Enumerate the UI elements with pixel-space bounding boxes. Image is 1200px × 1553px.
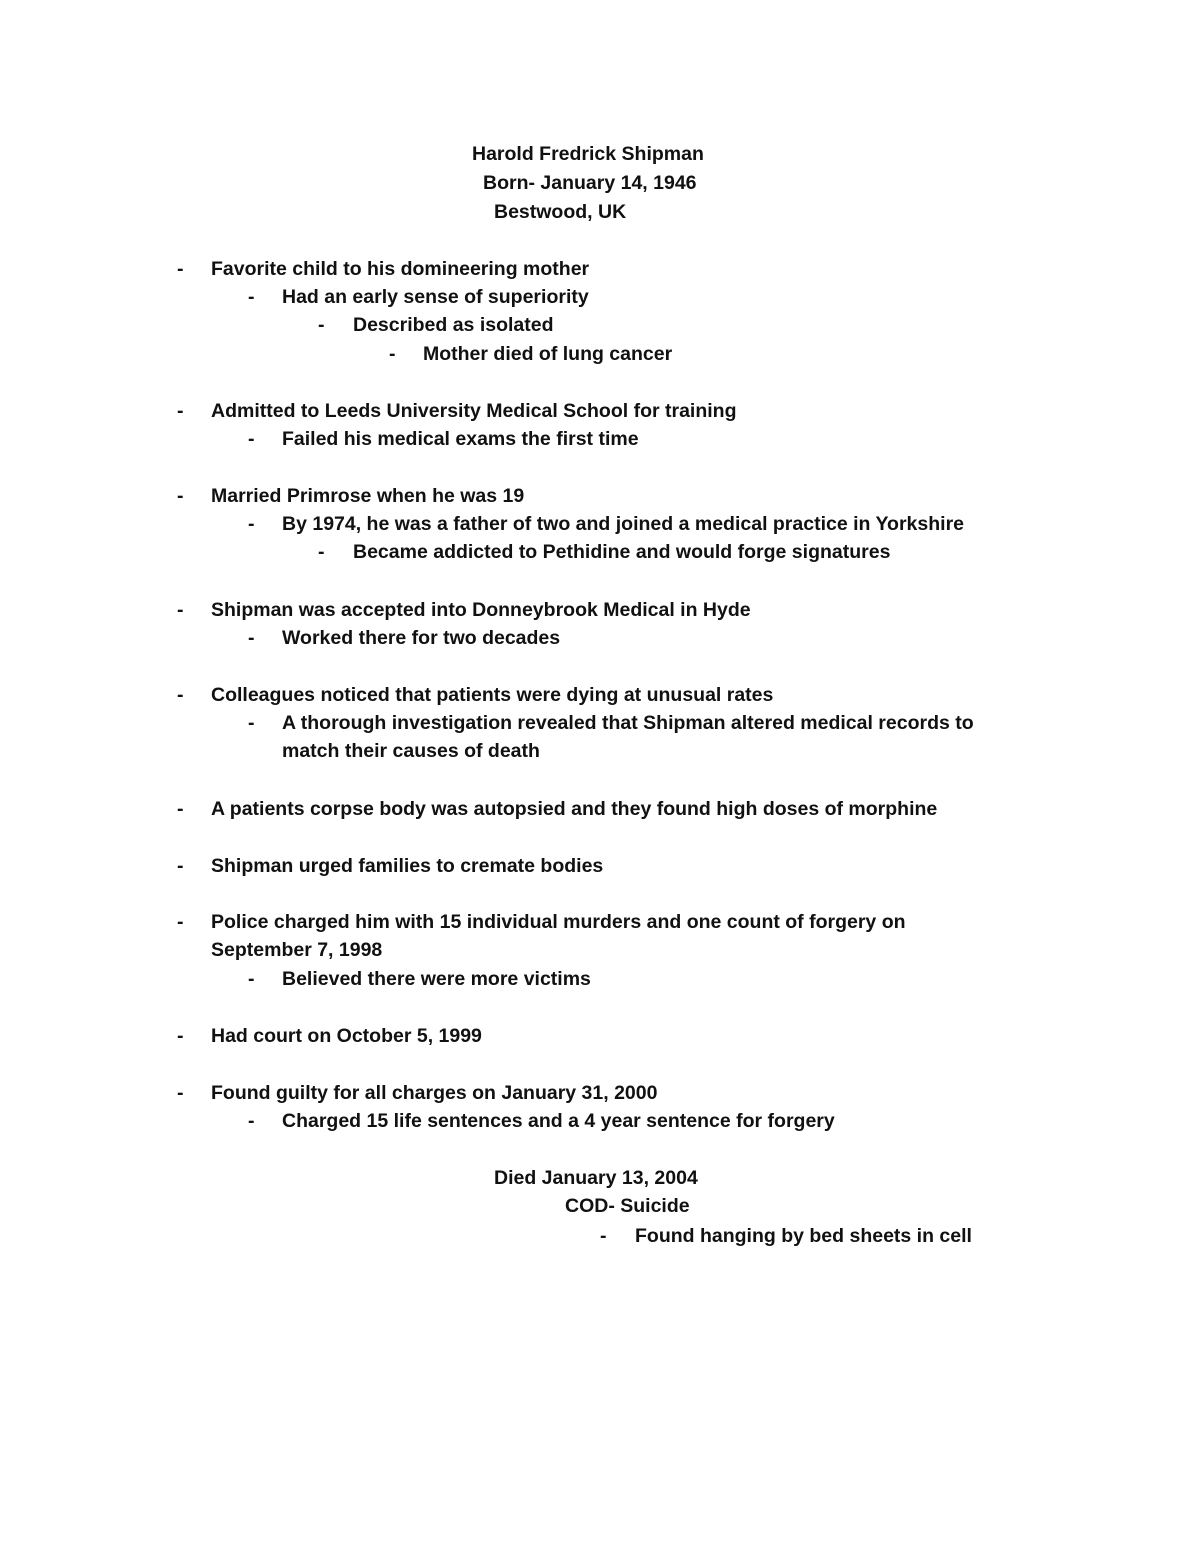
document-title: Harold Fredrick Shipman	[472, 143, 704, 165]
bullet-item: Police charged him with 15 individual murders and one count of forgery on	[211, 911, 906, 933]
birth-place: Bestwood, UK	[494, 201, 627, 223]
bullet-marker: -	[177, 599, 184, 621]
sub-bullet-item: Failed his medical exams the first time	[282, 428, 639, 450]
bullet-item: Shipman was accepted into Donneybrook Medical in Hyde	[211, 599, 751, 621]
bullet-marker: -	[248, 968, 255, 990]
sub-bullet-item: Described as isolated	[353, 314, 554, 336]
bullet-marker: -	[177, 798, 184, 820]
bullet-marker: -	[248, 627, 255, 649]
bullet-marker: -	[389, 343, 396, 365]
bullet-marker: -	[248, 428, 255, 450]
sub-bullet-item: Believed there were more victims	[282, 968, 591, 990]
bullet-marker: -	[177, 1082, 184, 1104]
bullet-item: A patients corpse body was autopsied and they found high doses of morphine	[211, 798, 938, 820]
death-detail: Found hanging by bed sheets in cell	[635, 1225, 972, 1247]
cause-of-death: COD- Suicide	[565, 1195, 690, 1217]
bullet-marker: -	[248, 712, 255, 734]
bullet-marker: -	[177, 1025, 184, 1047]
bullet-marker: -	[177, 485, 184, 507]
bullet-marker: -	[177, 855, 184, 877]
sub-bullet-item: Became addicted to Pethidine and would forge signatures	[353, 541, 891, 563]
bullet-item: Married Primrose when he was 19	[211, 485, 525, 507]
sub-bullet-item: Mother died of lung cancer	[423, 343, 673, 365]
bullet-item: Shipman urged families to cremate bodies	[211, 855, 604, 877]
bullet-item: Had court on October 5, 1999	[211, 1025, 482, 1047]
bullet-marker: -	[318, 541, 325, 563]
sub-bullet-item: Worked there for two decades	[282, 627, 561, 649]
bullet-marker: -	[600, 1225, 607, 1247]
birth-date: Born- January 14, 1946	[483, 172, 697, 194]
sub-bullet-continuation: match their causes of death	[282, 740, 540, 762]
sub-bullet-item: By 1974, he was a father of two and joined a medical practice in Yorkshire	[282, 513, 965, 535]
bullet-marker: -	[248, 286, 255, 308]
bullet-marker: -	[177, 400, 184, 422]
bullet-marker: -	[248, 1110, 255, 1132]
bullet-item: Favorite child to his domineering mother	[211, 258, 590, 280]
bullet-item: Admitted to Leeds University Medical School for training	[211, 400, 737, 422]
bullet-marker: -	[177, 911, 184, 933]
bullet-marker: -	[248, 513, 255, 535]
bullet-item: Colleagues noticed that patients were dying at unusual rates	[211, 684, 774, 706]
bullet-item-continuation: September 7, 1998	[211, 939, 383, 961]
bullet-item: Found guilty for all charges on January 31, 2000	[211, 1082, 658, 1104]
bullet-marker: -	[318, 314, 325, 336]
sub-bullet-item: A thorough investigation revealed that Shipman altered medical records to	[282, 712, 974, 734]
death-date: Died January 13, 2004	[494, 1167, 698, 1189]
bullet-marker: -	[177, 684, 184, 706]
bullet-marker: -	[177, 258, 184, 280]
sub-bullet-item: Charged 15 life sentences and a 4 year sentence for forgery	[282, 1110, 835, 1132]
sub-bullet-item: Had an early sense of superiority	[282, 286, 589, 308]
